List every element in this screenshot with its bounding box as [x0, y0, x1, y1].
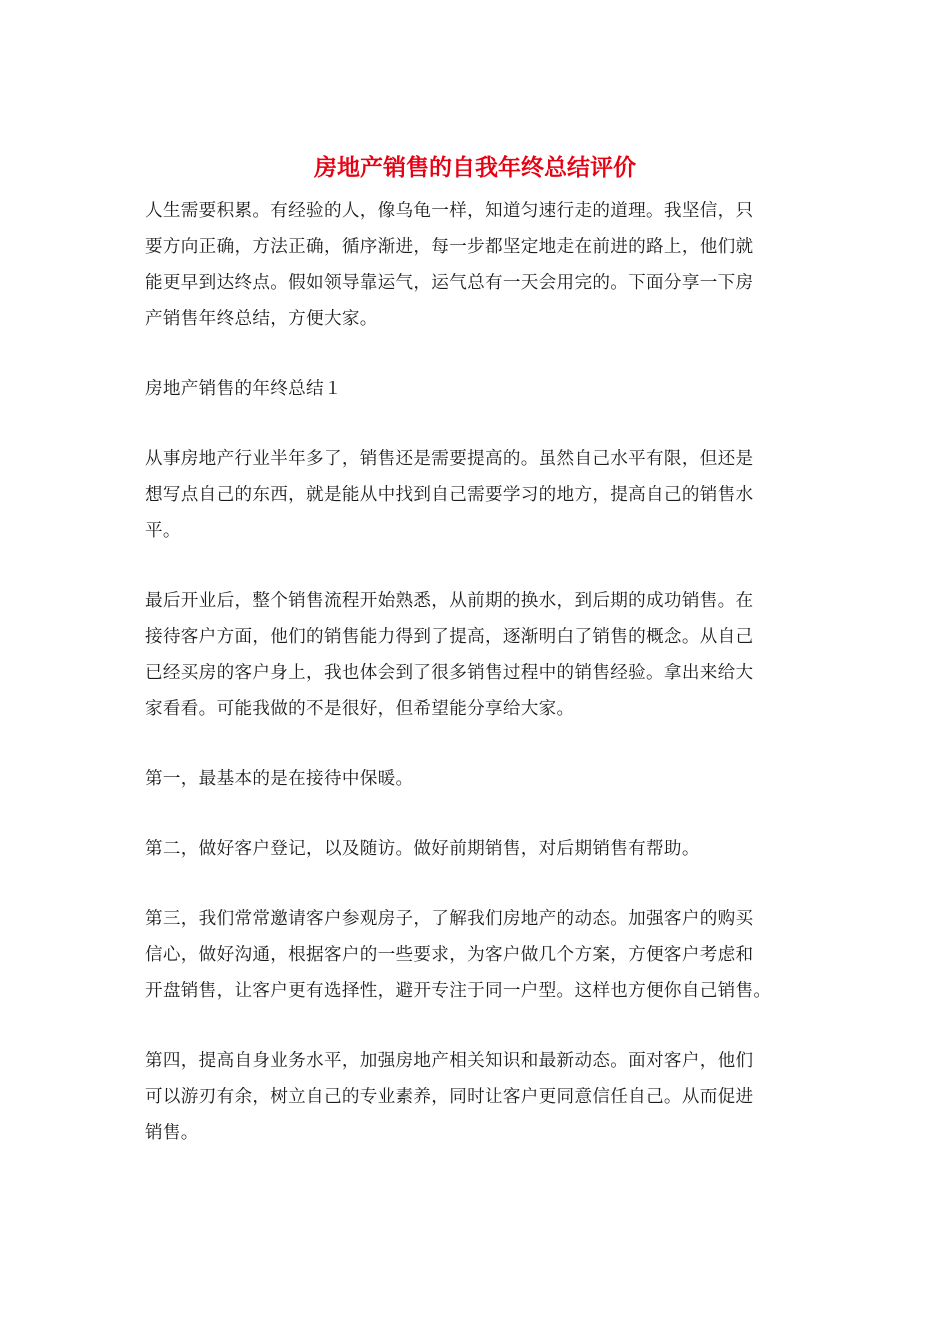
paragraph-line: 可以游刃有余，树立自己的专业素养，同时让客户更同意信任自己。从而促进 [145, 1087, 754, 1107]
paragraph-opening [145, 583, 807, 727]
paragraph-line: 能更早到达终点。假如领导靠运气，运气总有一天会用完的。下面分享一下房 [145, 273, 754, 293]
paragraph-point-one [145, 761, 807, 797]
paragraph-point-two [145, 831, 807, 867]
document-title: 房地产销售的自我年终总结评价 [314, 155, 636, 181]
paragraph-line: 第一，最基本的是在接待中保暖。 [145, 769, 414, 789]
paragraph-line: 要方向正确，方法正确，循序渐进，每一步都坚定地走在前进的路上，他们就 [145, 237, 754, 257]
paragraph-line: 开盘销售，让客户更有选择性，避开专注于同一户型。这样也方便你自己销售。 [145, 981, 772, 1001]
section-heading [145, 371, 807, 407]
paragraph-line: 第二，做好客户登记，以及随访。做好前期销售，对后期销售有帮助。 [145, 839, 700, 859]
paragraph-line: 人生需要积累。有经验的人，像乌龟一样，知道匀速行走的道理。我坚信，只 [145, 201, 754, 221]
paragraph-experience [145, 441, 807, 549]
paragraph-line: 平。 [145, 521, 181, 541]
paragraph-line: 想写点自己的东西，就是能从中找到自己需要学习的地方，提高自己的销售水 [145, 485, 754, 505]
paragraph-line: 从事房地产行业半年多了，销售还是需要提高的。虽然自己水平有限，但还是 [145, 449, 754, 469]
paragraph-line: 第三，我们常常邀请客户参观房子，了解我们房地产的动态。加强客户的购买 [145, 909, 754, 929]
paragraph-line: 接待客户方面，他们的销售能力得到了提高，逐渐明白了销售的概念。从自己 [145, 627, 754, 647]
paragraph-point-four [145, 1043, 807, 1151]
paragraph-line: 销售。 [145, 1123, 199, 1143]
paragraph-line: 家看看。可能我做的不是很好，但希望能分享给大家。 [145, 699, 575, 719]
paragraph-intro [145, 193, 807, 337]
paragraph-line: 信心，做好沟通，根据客户的一些要求，为客户做几个方案，方便客户考虑和 [145, 945, 754, 965]
paragraph-line: 已经买房的客户身上，我也体会到了很多销售过程中的销售经验。拿出来给大 [145, 663, 754, 683]
paragraph-line: 产销售年终总结，方便大家。 [145, 309, 378, 329]
paragraph-point-three [145, 901, 807, 1009]
paragraph-line: 最后开业后，整个销售流程开始熟悉，从前期的换水，到后期的成功销售。在 [145, 591, 754, 611]
document-body [145, 193, 807, 1185]
section-heading-text: 房地产销售的年终总结１ [145, 379, 342, 399]
paragraph-line: 第四，提高自身业务水平，加强房地产相关知识和最新动态。面对客户，他们 [145, 1051, 754, 1071]
